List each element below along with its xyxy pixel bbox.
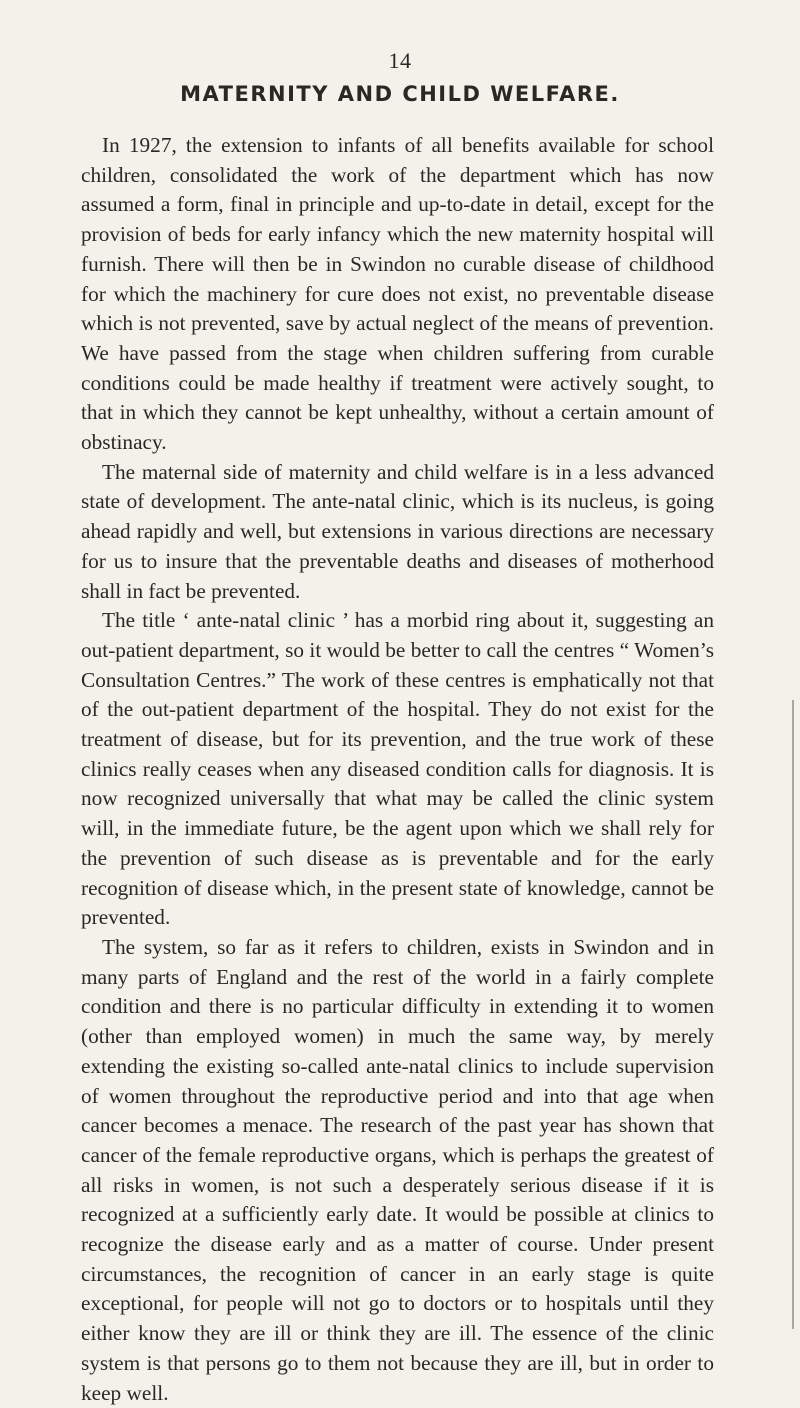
paragraph: In 1927, the extension to infants of all benefits available for school children, consolidated the work of the department which has now assumed a form, final in principle and up-to-date in detail, except for the provision of beds for early infancy which the new maternity hospital will furnish. There will then be in Swindon no curable disease of childhood for which the machinery for cure does not exist, no preventable disease which is not prevented, save by actual neglect of the means of prevention. We have passed from the stage when children suffering from curable conditions could be made healthy if treatment were actively sought, to that in which they cannot be kept unhealthy, without a certain amount of obstinacy. bbox=[81, 133, 714, 455]
paragraph: The system, so far as it refers to children, exists in Swindon and in many parts of England and the rest of the world in a fairly complete condition and there is no particular difficulty in extending it to women (other than employed women) in much the same way, by merely extending the existing so-called ante-natal clinics to include supervision of women throughout the reproductive period and into that age when cancer becomes a menace. The research of the past year has shown that cancer of the female reproductive organs, which is perhaps the greatest of all risks in women, is not such a desperately serious disease if it is recognized at a sufficiently early date. It would be possible at clinics to recognize the disease early and as a matter of course. Under present circumstances, the recognition of cancer in an early stage is quite exceptional, for people will not go to doctors or to hospitals until they either know they are ill or think they are ill. The essence of the clinic system is that persons go to them not because they are ill, but in order to keep well. bbox=[81, 934, 714, 1405]
page-edge-shadow bbox=[792, 700, 794, 1329]
paragraph: The title ‘ ante-natal clinic ’ has a morbid ring about it, suggesting an out-patient department, so it would be better to call the centres “ Women’s Consultation Centres.” The work of these centres is emphatically not that of the out-patient department of the hospital. They do not exist for the treatment of disease, but for its prevention, and the true work of these clinics really ceases when any diseased condition calls for diagnosis. It is now recognized universally that what may be called the clinic system will, in the immediate future, be the agent upon which we shall rely for the prevention of such disease as is preventable and for the early recognition of disease which, in the present state of knowledge, cannot be prevented. bbox=[81, 608, 714, 930]
page-number: 14 bbox=[388, 48, 412, 73]
page-heading: MATERNITY AND CHILD WELFARE. bbox=[180, 82, 620, 106]
paragraph: The maternal side of maternity and child welfare is in a less advanced state of development. The ante-natal clinic, which is its nucleus, is going ahead rapidly and well, but extensions in various directions are necessary for us to insure that the preventable deaths and diseases of motherhood shall in fact be prevented. bbox=[81, 459, 714, 603]
body-text bbox=[81, 131, 714, 1408]
